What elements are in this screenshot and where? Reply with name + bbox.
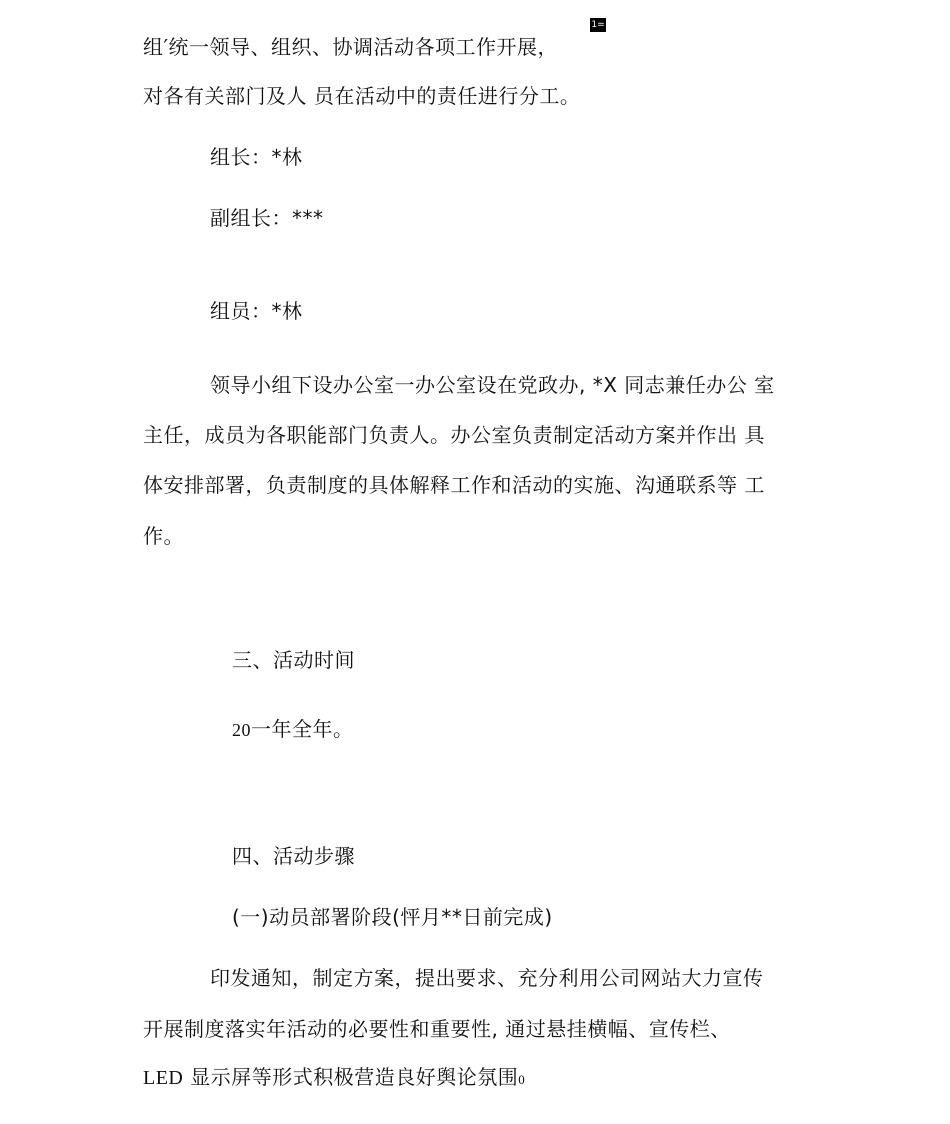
comment-marker-icon: 1= (591, 20, 605, 30)
step-one-paragraph-line-1: 印发通知，制定方案，提出要求、充分利用公司网站大力宣传 (210, 966, 764, 990)
office-paragraph-line-3: 体安排部署，负责制度的具体解释工作和活动的实施、沟通联系等 工 (143, 473, 765, 497)
deputy-leader-line: 副组长：*** (210, 206, 324, 230)
led-text: LED (143, 1067, 184, 1089)
section-heading-steps: 四、活动步骤 (232, 844, 355, 868)
step-one-paragraph-line-3 (143, 1065, 525, 1092)
member-line: 组员：*林 (210, 299, 303, 323)
office-paragraph-line-2: 主任，成员为各职能部门负责人。办公室负责制定活动方案并作出 具 (143, 423, 765, 447)
time-line (232, 717, 354, 742)
trailing-mark: 0 (518, 1072, 526, 1087)
year-text: 一年全年。 (251, 717, 354, 741)
office-paragraph-line-1: 领导小组下设办公室一办公室设在党政办, *X 同志兼任办公 室 (210, 373, 775, 397)
display-text: 显示屏等形式积极营造良好舆论氛围 (183, 1065, 519, 1089)
step-one-paragraph-line-2: 开展制度落实年活动的必要性和重要性, 通过悬挂横幅、宣传栏、 (143, 1017, 731, 1041)
text-line-1: 组′统一领导、组织、协调活动各项工作开展， (143, 35, 559, 59)
year-prefix: 20 (232, 720, 251, 740)
leader-line: 组长：*林 (210, 145, 303, 169)
text-line-2: 对各有关部门及人 员在活动中的责任进行分工。 (143, 84, 581, 108)
step-one-heading: (一)动员部署阶段(怦月**日前完成) (232, 905, 553, 929)
section-heading-time: 三、活动时间 (232, 648, 355, 672)
office-paragraph-line-4: 作。 (143, 524, 184, 548)
